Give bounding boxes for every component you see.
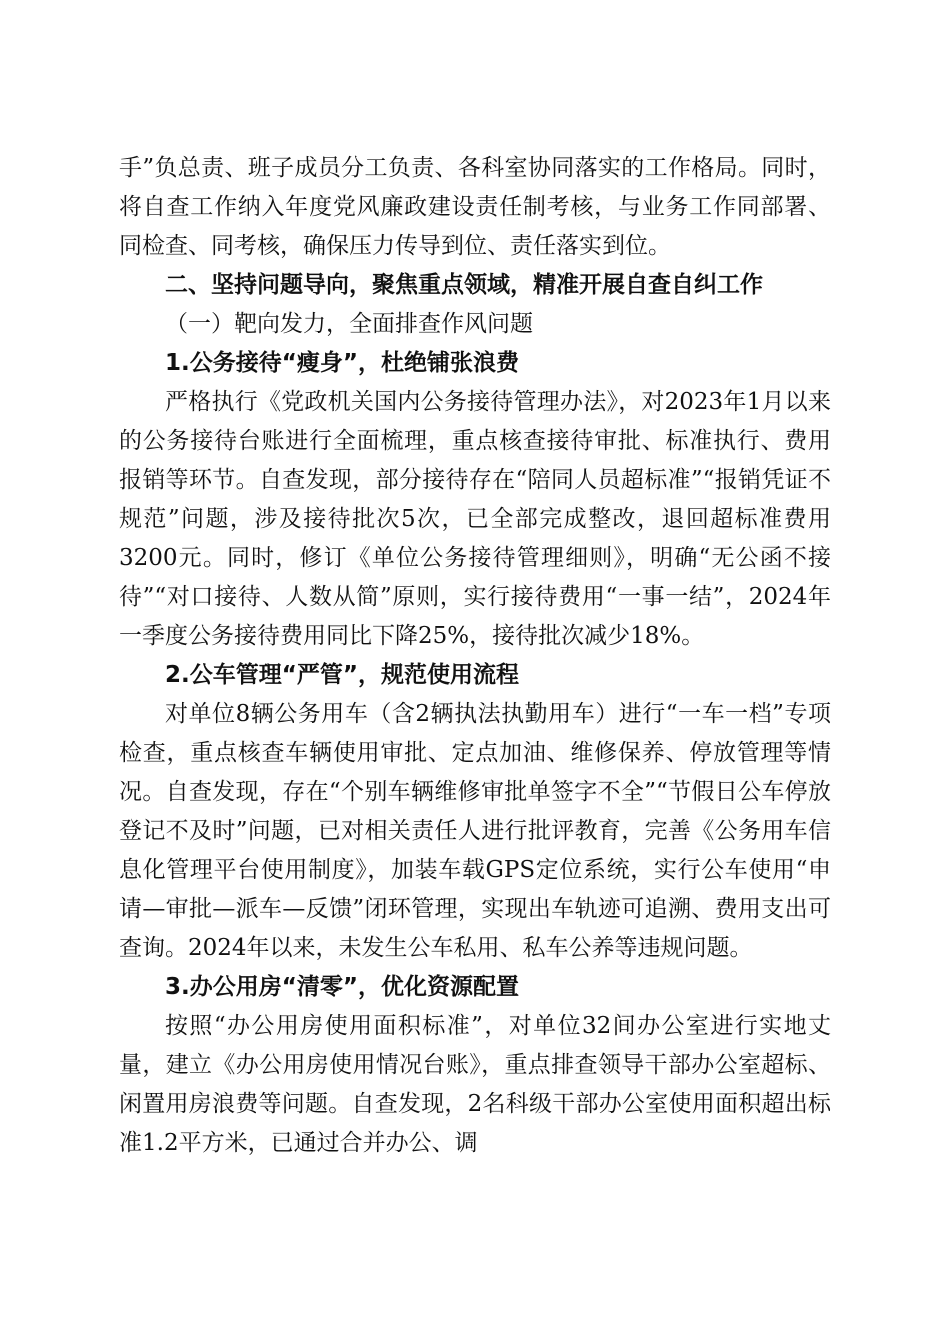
document-body (119, 149, 831, 1163)
item-heading-vehicles: 2.公车管理“严管”，规范使用流程 (165, 662, 519, 688)
paragraph-reception: 严格执行《党政机关国内公务接待管理办法》，对2023年1月以来的公务接待台账进行全面梳理，重点核查接待审批、标准执行、费用报销等环节。自查发现，部分接待存在“陪同人员超标准”“报销凭证不规范”问题，涉及接待批次5次，已全部完成整改，退回超标准费用3200元。同时，修订《单位公务接待管理细则》，明确“无公函不接待”“对口接待、人数从简”原则，实行接待费用“一事一结”，2024年一季度公务接待费用同比下降25%，接待批次减少18%。 (119, 389, 831, 649)
paragraph-vehicles: 对单位8辆公务用车（含2辆执法执勤用车）进行“一车一档”专项检查，重点核查车辆使用审批、定点加油、维修保养、停放管理等情况。自查发现，存在“个别车辆维修审批单签字不全”“节假日公车停放登记不及时”问题，已对相关责任人进行批评教育，完善《公务用车信息化管理平台使用制度》，加装车载GPS定位系统，实行公车使用“申请—审批—派车—反馈”闭环管理，实现出车轨迹可追溯、费用支出可查询。2024年以来，未发生公车私用、私车公养等违规问题。 (119, 701, 831, 961)
item-heading-office-space: 3.办公用房“清零”，优化资源配置 (165, 974, 519, 1000)
paragraph-office-space: 按照“办公用房使用面积标准”，对单位32间办公室进行实地丈量，建立《办公用房使用情况台账》，重点排查领导干部办公室超标、闲置用房浪费等问题。自查发现，2名科级干部办公室使用面积超出标准1.2平方米，已通过合并办公、调 (119, 1013, 831, 1156)
item-heading-reception: 1.公务接待“瘦身”，杜绝铺张浪费 (165, 350, 519, 376)
section-heading-2: 二、坚持问题导向，聚焦重点领域，精准开展自查自纠工作 (165, 272, 763, 298)
paragraph-intro: 手”负总责、班子成员分工负责、各科室协同落实的工作格局。同时，将自查工作纳入年度党风廉政建设责任制考核，与业务工作同部署、同检查、同考核，确保压力传导到位、责任落实到位。 (119, 155, 831, 259)
subsection-heading-1: （一）靶向发力，全面排查作风问题 (165, 311, 533, 337)
